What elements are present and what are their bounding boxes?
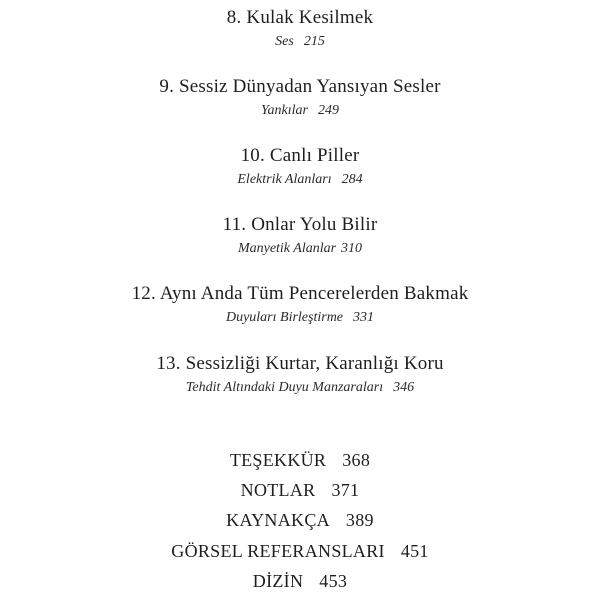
chapter-subtitle-line <box>0 309 600 327</box>
chapter-subtitle-line <box>0 379 600 397</box>
chapter-subtitle: Tehdit Altındaki Duyu Manzaraları <box>185 380 384 395</box>
chapter-title: 11. Onlar Yolu Bilir <box>222 214 378 235</box>
toc-entry-index <box>0 570 600 592</box>
back-matter-label: GÖRSEL REFERANSLARI <box>171 541 385 561</box>
toc-entry-chapter-10 <box>0 144 600 189</box>
chapter-title: 8. Kulak Kesilmek <box>226 7 374 28</box>
toc-entry-chapter-11 <box>0 213 600 258</box>
chapter-title: 13. Sessizliği Kurtar, Karanlığı Koru <box>156 353 444 374</box>
toc-entry-chapter-9 <box>0 75 600 120</box>
back-matter-page-number: 371 <box>331 480 360 500</box>
back-matter-label: NOTLAR <box>240 480 316 500</box>
chapter-page-number: 249 <box>317 103 339 118</box>
chapter-subtitle-line <box>0 240 600 258</box>
chapter-subtitle: Elektrik Alanları <box>237 172 332 187</box>
toc-entry-notes <box>0 479 600 501</box>
chapter-subtitle: Ses <box>275 34 294 49</box>
back-matter-page-number: 453 <box>319 571 348 591</box>
toc-entry-chapter-13 <box>0 352 600 397</box>
toc-entry-chapter-8 <box>0 6 600 51</box>
toc-entry-acknowledgements <box>0 449 600 471</box>
toc-entry-image-references <box>0 540 600 562</box>
chapter-subtitle: Yankılar <box>261 103 308 118</box>
chapter-subtitle-line <box>0 33 600 51</box>
chapter-page-number: 215 <box>303 34 325 49</box>
chapter-subtitle-line <box>0 102 600 120</box>
chapter-page-number: 346 <box>393 380 415 395</box>
back-matter-page-number: 451 <box>400 541 429 561</box>
chapter-title: 9. Sessiz Dünyadan Yansıyan Sesler <box>159 76 441 97</box>
chapter-page-number: 284 <box>341 172 363 187</box>
back-matter-label: DİZİN <box>252 571 304 591</box>
toc-entry-chapter-12 <box>0 282 600 327</box>
toc-entry-bibliography <box>0 509 600 531</box>
chapter-subtitle-line <box>0 171 600 189</box>
chapter-page-number: 310 <box>341 241 363 256</box>
chapter-title: 12. Aynı Anda Tüm Pencerelerden Bakmak <box>131 283 469 304</box>
back-matter-label: TEŞEKKÜR <box>229 450 327 470</box>
chapter-subtitle: Manyetik Alanlar <box>237 241 337 256</box>
back-matter-page-number: 368 <box>342 450 371 470</box>
back-matter-page-number: 389 <box>345 510 374 530</box>
back-matter-label: KAYNAKÇA <box>226 510 330 530</box>
chapter-title: 10. Canlı Piller <box>240 145 360 166</box>
chapter-subtitle: Duyuları Birleştirme <box>225 310 344 325</box>
chapter-page-number: 331 <box>353 310 375 325</box>
